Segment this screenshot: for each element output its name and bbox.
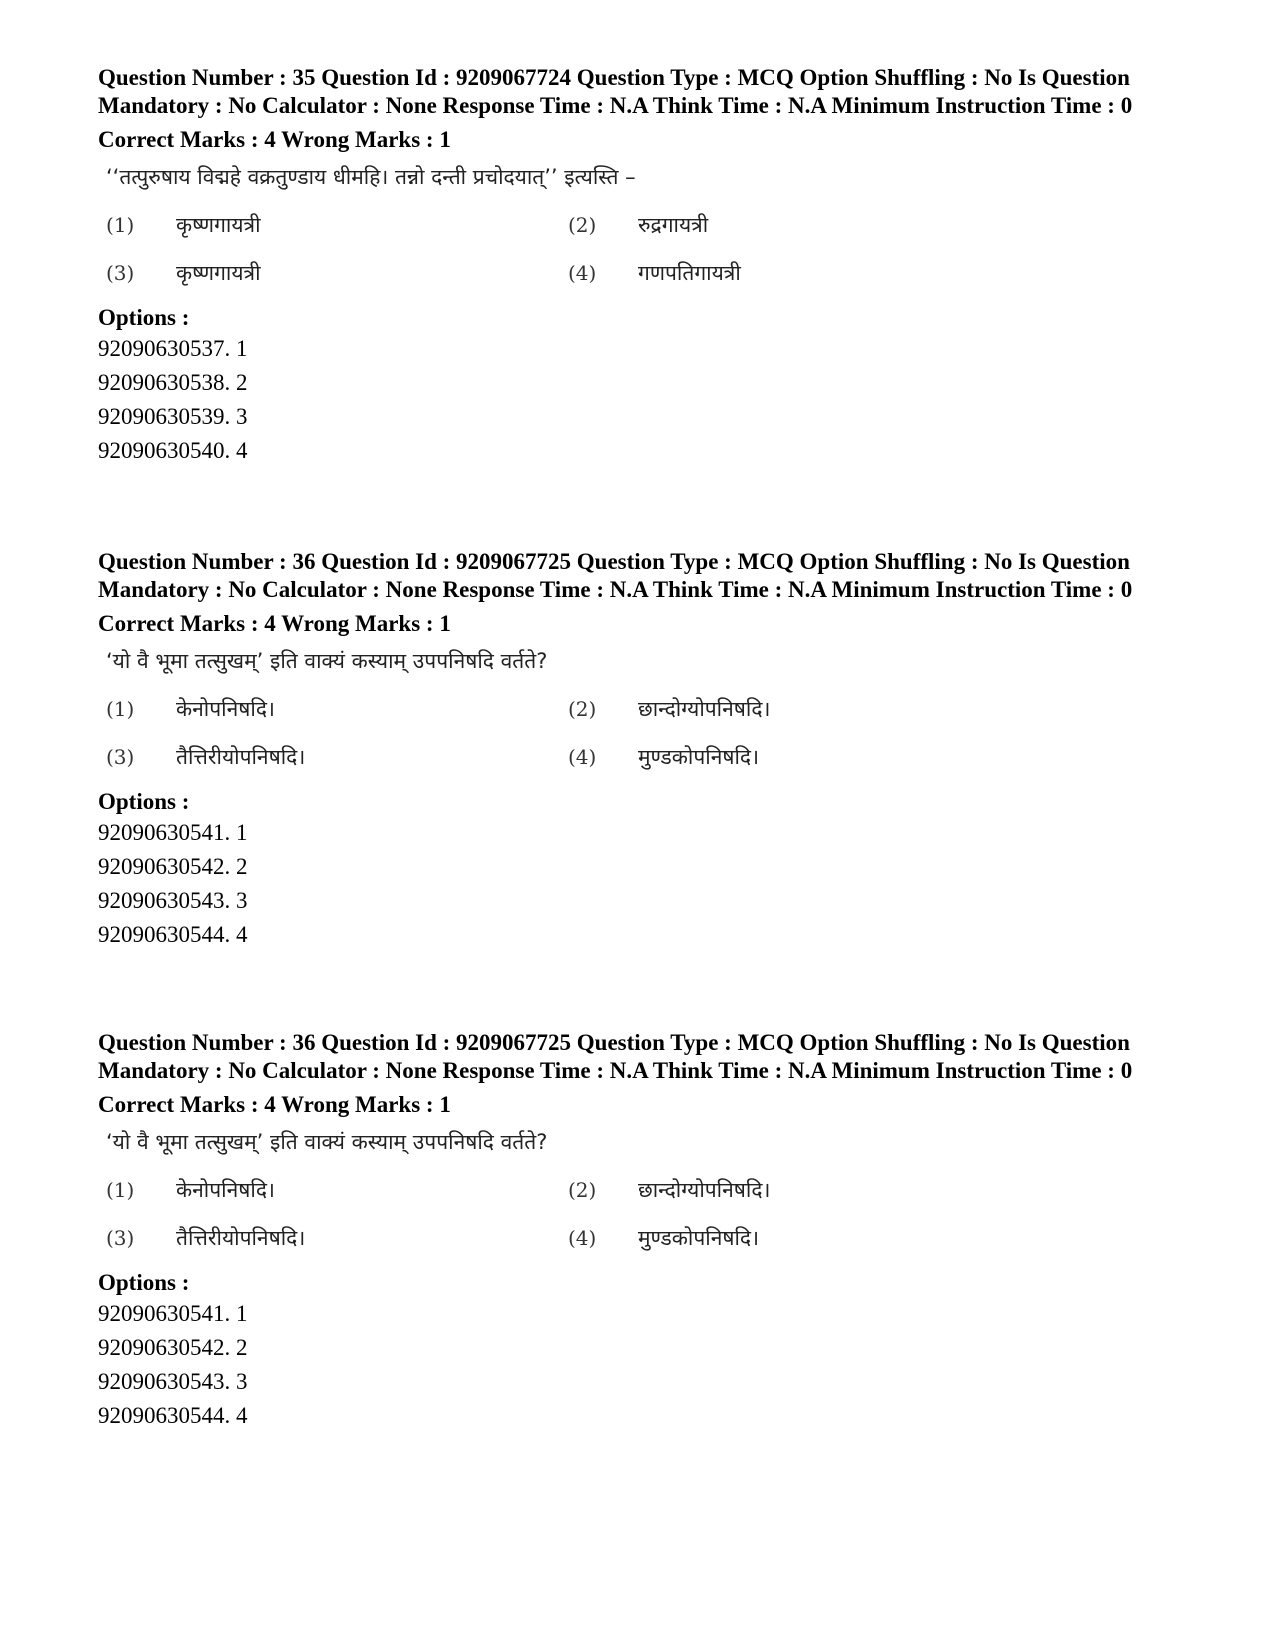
options-label: Options : [98,1270,190,1295]
question-marks: Correct Marks : 4 Wrong Marks : 1 [98,127,451,152]
choice-number: (3) [106,1226,135,1250]
option-row: 92090630541. 1 [98,820,248,845]
question-image [98,162,798,288]
options-label: Options : [98,789,190,814]
choice-number: (2) [568,1178,597,1202]
answer-choice [106,1175,568,1205]
option-row: 92090630542. 2 [98,1335,248,1360]
choice-text: मुण्डकोपनिषदि। [638,745,760,769]
answer-choice [568,258,806,288]
question-meta: Question Number : 35 Question Id : 9209067724 Question Type : MCQ Option Shuffling : No Is Question Mandatory : No Calculator : None Response Time : N.A Think Time : N.A Minimum Instruction Time : 0 [98,65,1133,118]
choice-number: (1) [106,1178,135,1202]
choice-text: मुण्डकोपनिषदि। [638,1226,760,1250]
answer-choice [106,694,568,724]
question-text: ‘‘तत्पुरुषाय विद्महे वक्रतुण्डाय धीमहि। तन्नो दन्ती प्रचोदयात्’’ इत्यस्ति – [106,165,636,189]
choice-number: (1) [106,697,135,721]
choice-text: कृष्णगायत्री [176,261,261,285]
option-row: 92090630544. 4 [98,922,248,947]
choice-number: (3) [106,261,135,285]
choice-number: (4) [568,1226,597,1250]
answer-choice [568,1223,806,1253]
answer-choice [106,742,568,772]
option-row: 92090630543. 3 [98,888,248,913]
question-marks: Correct Marks : 4 Wrong Marks : 1 [98,1092,451,1117]
option-row: 92090630539. 3 [98,404,248,429]
answer-choices [98,694,798,772]
answer-choices [98,1175,798,1253]
answer-choice [106,1223,568,1253]
option-row: 92090630537. 1 [98,336,248,361]
answer-choice [568,742,806,772]
answer-choice [106,258,568,288]
choice-text: रुद्रगायत्री [638,213,709,237]
choice-number: (4) [568,261,597,285]
options-label: Options : [98,305,190,330]
question-marks: Correct Marks : 4 Wrong Marks : 1 [98,611,451,636]
option-row: 92090630543. 3 [98,1369,248,1394]
choice-text: केनोपनिषदि। [176,697,275,721]
option-row: 92090630544. 4 [98,1403,248,1428]
choice-text: गणपतिगायत्री [638,261,741,285]
answer-choice [568,1175,806,1205]
choice-number: (2) [568,697,597,721]
question-block [98,1029,1158,1433]
choice-number: (1) [106,213,135,237]
question-image [98,646,798,772]
question-image [98,1127,798,1253]
choice-number: (2) [568,213,597,237]
answer-choices [98,210,798,288]
question-meta: Question Number : 36 Question Id : 9209067725 Question Type : MCQ Option Shuffling : No Is Question Mandatory : No Calculator : None Response Time : N.A Think Time : N.A Minimum Instruction Time : 0 [98,549,1133,602]
answer-choice [568,694,806,724]
option-row: 92090630540. 4 [98,438,248,463]
choice-text: तैत्तिरीयोपनिषदि। [176,745,306,769]
question-text: ‘यो वै भूमा तत्सुखम्’ इति वाक्यं कस्याम् उपपनिषदि वर्तते? [106,1130,548,1154]
option-row: 92090630541. 1 [98,1301,248,1326]
option-row: 92090630542. 2 [98,854,248,879]
choice-text: छान्दोग्योपनिषदि। [638,1178,771,1202]
option-row: 92090630538. 2 [98,370,248,395]
question-text: ‘यो वै भूमा तत्सुखम्’ इति वाक्यं कस्याम् उपपनिषदि वर्तते? [106,649,548,673]
choice-text: कृष्णगायत्री [176,213,261,237]
choice-number: (4) [568,745,597,769]
question-meta: Question Number : 36 Question Id : 9209067725 Question Type : MCQ Option Shuffling : No Is Question Mandatory : No Calculator : None Response Time : N.A Think Time : N.A Minimum Instruction Time : 0 [98,1030,1133,1083]
answer-choice [568,210,806,240]
choice-text: छान्दोग्योपनिषदि। [638,697,771,721]
choice-number: (3) [106,745,135,769]
question-block [98,548,1158,952]
choice-text: केनोपनिषदि। [176,1178,275,1202]
question-block [98,64,1158,468]
answer-choice [106,210,568,240]
choice-text: तैत्तिरीयोपनिषदि। [176,1226,306,1250]
